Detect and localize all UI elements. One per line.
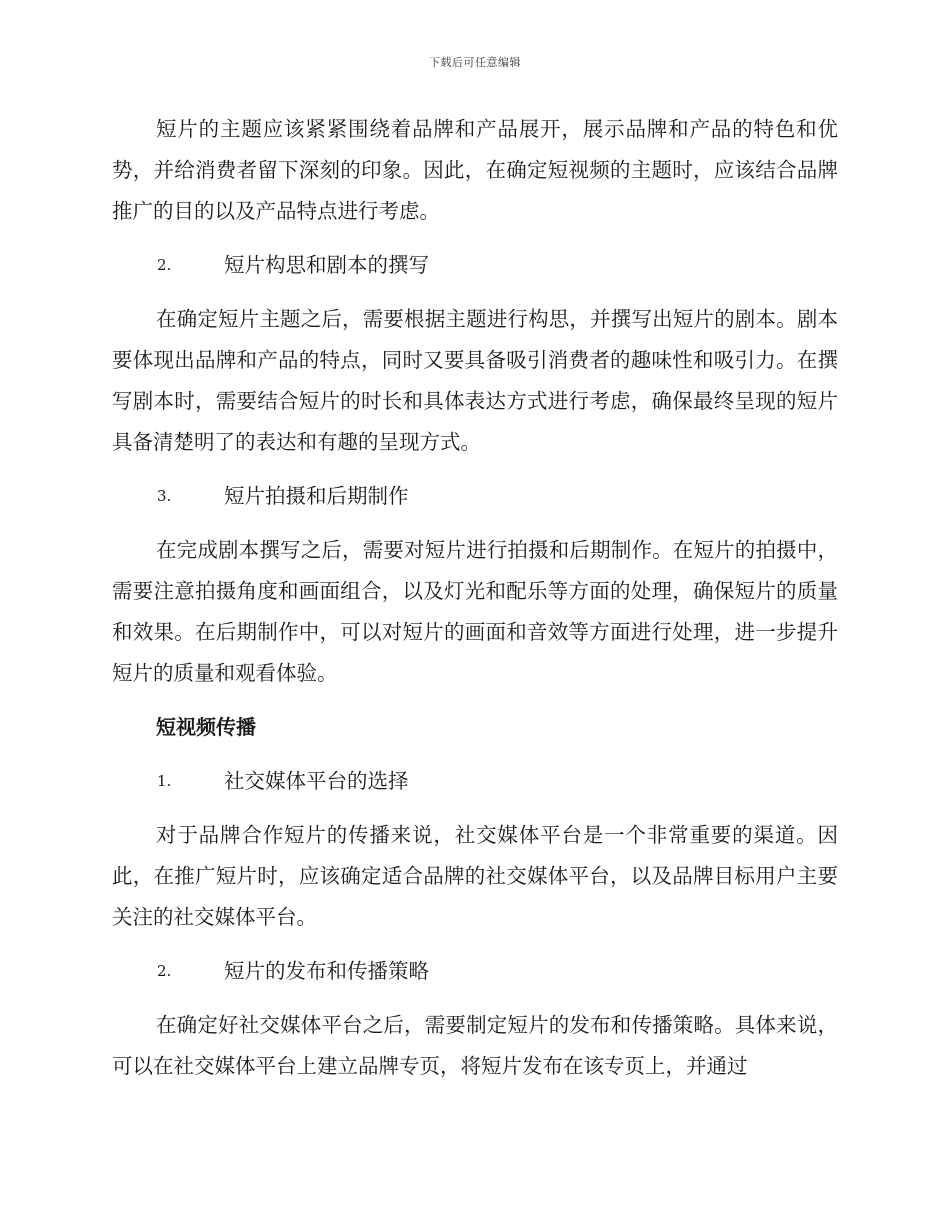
list-item-script-writing xyxy=(112,245,838,286)
list-label: 短片构思和剧本的撰写 xyxy=(224,253,429,277)
list-number: 1. xyxy=(157,772,172,790)
paragraph-production: 在完成剧本撰写之后，需要对短片进行拍摄和后期制作。在短片的拍摄中，需要注意拍摄角度和画面组合，以及灯光和配乐等方面的处理，确保短片的质量和效果。在后期制作中，可以对短片的画面和音效等方面进行处理，进一步提升短片的质量和观看体验。 xyxy=(112,538,838,685)
list-item-strategy xyxy=(112,951,838,992)
paragraph-strategy: 在确定好社交媒体平台之后，需要制定短片的发布和传播策略。具体来说，可以在社交媒体平台上建立品牌专页，将短片发布在该专页上，并通过 xyxy=(112,1013,838,1078)
list-number: 2. xyxy=(157,962,172,980)
paragraph-platform: 对于品牌合作短片的传播来说，社交媒体平台是一个非常重要的渠道。因此，在推广短片时，应该确定适合品牌的社交媒体平台，以及品牌目标用户主要关注的社交媒体平台。 xyxy=(112,823,838,929)
page-header: 下载后可任意编辑 xyxy=(429,56,521,69)
list-item-shooting xyxy=(112,476,838,517)
list-label: 短片拍摄和后期制作 xyxy=(224,484,409,508)
list-label: 短片的发布和传播策略 xyxy=(224,959,429,983)
list-item-platform xyxy=(112,761,838,802)
document-body xyxy=(112,109,838,1100)
paragraph-script: 在确定短片主题之后，需要根据主题进行构思，并撰写出短片的剧本。剧本要体现出品牌和产品的特点，同时又要具备吸引消费者的趣味性和吸引力。在撰写剧本时，需要结合短片的时长和具体表达方式进行考虑，确保最终呈现的短片具备清楚明了的表达和有趣的呈现方式。 xyxy=(112,307,838,454)
section-heading: 短视频传播 xyxy=(156,715,256,739)
paragraph-theme: 短片的主题应该紧紧围绕着品牌和产品展开，展示品牌和产品的特色和优势，并给消费者留下深刻的印象。因此，在确定短视频的主题时，应该结合品牌推广的目的以及产品特点进行考虑。 xyxy=(112,117,838,223)
list-number: 2. xyxy=(157,256,172,274)
list-number: 3. xyxy=(157,487,172,505)
list-label: 社交媒体平台的选择 xyxy=(224,769,409,793)
